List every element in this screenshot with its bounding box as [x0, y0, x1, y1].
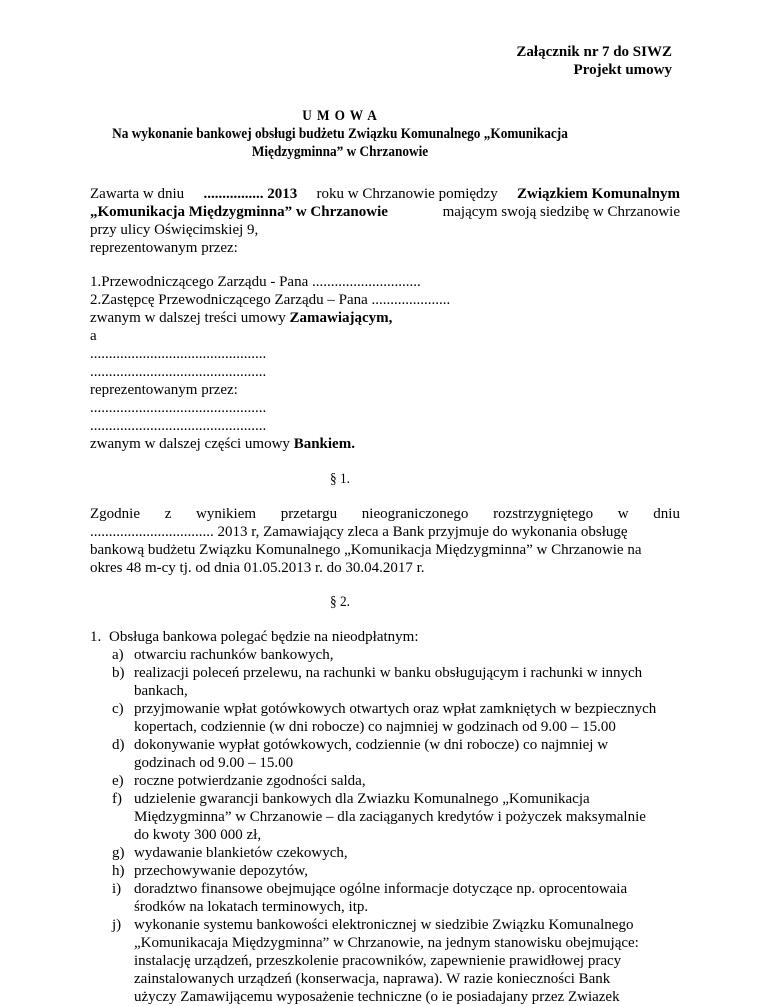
blank-line-3: ...............................................: [90, 400, 267, 416]
list-label: f): [112, 791, 122, 807]
list-item-g: wydawanie blankietów czekowych,: [134, 845, 348, 861]
representative-1: 1.Przewodniczącego Zarządu - Pana .............................: [90, 274, 421, 290]
list-item-i-line-2: środków na lokatach terminowych, itp.: [134, 899, 369, 915]
list-item-j-line-5: użyczy Zamawijącemu wyposażenie techniczne (o ie posiadajany przez Zwiazek: [134, 989, 620, 1005]
list-item-j-line-4: zainstalowanych urządzeń (konserwacja, naprawa). W razie konieczności Bank: [134, 971, 611, 987]
blank-line-4: ...............................................: [90, 418, 267, 434]
preamble-line-2: [90, 203, 680, 221]
bank-term: Bankiem.: [293, 436, 355, 452]
list-item-h: przechowywanie depozytów,: [134, 863, 308, 879]
section-2-intro-number: 1.: [90, 629, 102, 645]
client-definition: [90, 309, 392, 327]
list-item-e: roczne potwierdzanie zgodności salda,: [134, 773, 366, 789]
preamble-text: roku w Chrzanowie pomiędzy: [316, 186, 498, 202]
word: przetargu: [280, 506, 338, 522]
client-term: Zamawiającym,: [289, 310, 393, 326]
list-item-d-line-2: godzinach od 9.00 – 15.00: [134, 755, 294, 771]
section-2-heading: § 2.: [330, 594, 350, 610]
bank-definition: [90, 435, 355, 453]
word: rozstrzygniętego: [493, 506, 594, 522]
list-item-j-line-3: instalację urządzeń, przeszkolenie pracowników, zapewnienie prawidłowej pracy: [134, 953, 622, 969]
list-label: e): [112, 773, 124, 789]
list-label: a): [112, 647, 124, 663]
list-item-f-line-1: udzielenie gwarancji bankowych dla Zwiazku Komunalnego „Komunikacja: [134, 791, 590, 807]
list-item-j-line-2: „Komunikacaja Międzygminna” w Chrzanowie, na jednym stanowisku obejmujące:: [134, 935, 639, 951]
document-subtitle-line-1: Na wykonanie bankowej obsługi budżetu Związku Komunalnego „Komunikacja: [112, 126, 568, 142]
document-title: U M O W A: [302, 108, 378, 124]
list-item-d-line-1: dokonywanie wypłat gotówkowych, codziennie (w dni robocze) co najmniej w: [134, 737, 609, 753]
word: wynikiem: [196, 506, 257, 522]
bank-definition-text: zwanym w dalszej części umowy: [90, 436, 290, 452]
list-item-a: otwarciu rachunków bankowych,: [134, 647, 334, 663]
list-label: j): [112, 917, 122, 933]
section-1-line-1: [90, 505, 680, 523]
list-item-f-line-3: do kwoty 300 000 zł,: [134, 827, 262, 843]
preamble-party-name: „Komunikacja Międzygminna” w Chrzanowie: [90, 204, 388, 220]
draft-label: Projekt umowy: [573, 62, 672, 78]
section-2-intro: Obsługa bankowa polegać będzie na nieodpłatnym:: [109, 629, 419, 645]
word: nieograniczonego: [361, 506, 469, 522]
section-1-line-4: okres 48 m-cy tj. od dnia 01.05.2013 r. do 30.04.2017 r.: [90, 560, 425, 576]
word: Zgodnie: [90, 506, 140, 522]
preamble-text: mającym swoją siedzibę w Chrzanowie: [442, 204, 680, 220]
list-label: b): [112, 665, 125, 681]
list-label: g): [112, 845, 125, 861]
word: w: [617, 506, 629, 522]
list-item-i-line-1: doradztwo finansowe obejmujące ogólne informacje dotyczące np. oprocentowaia: [134, 881, 628, 897]
preamble-date: ................ 2013: [203, 186, 298, 202]
bank-represented: reprezentowanym przez:: [90, 382, 238, 398]
preamble-line-1: [90, 185, 680, 203]
conjunction: a: [90, 328, 97, 344]
list-item-b-line-1: realizacji poleceń przelewu, na rachunki w banku obsługującym i rachunki w innych: [134, 665, 643, 681]
preamble-represented: reprezentowanym przez:: [90, 240, 238, 256]
list-item-f-line-2: Międzygminna” w Chrzanowie – dla zaciąganych kredytów i pożyczek maksymalnie: [134, 809, 646, 825]
list-label: i): [112, 881, 122, 897]
preamble-party-name: Związkiem Komunalnym: [517, 186, 680, 202]
word: z: [164, 506, 172, 522]
list-label: d): [112, 737, 125, 753]
representative-2: 2.Zastępcę Przewodniczącego Zarządu – Pana .....................: [90, 292, 451, 308]
blank-line-2: ...............................................: [90, 364, 267, 380]
section-1-heading: § 1.: [330, 471, 350, 487]
document-subtitle-line-2: Międzygminna” w Chrzanowie: [251, 144, 429, 160]
list-item-c-line-1: przyjmowanie wpłat gotówkowych otwartych oraz wpłat zamkniętych w bezpiecznych: [134, 701, 657, 717]
list-label: h): [112, 863, 125, 879]
word: dniu: [653, 506, 680, 522]
list-label: c): [112, 701, 124, 717]
section-1-line-2: ................................. 2013 r, Zamawiający zleca a Bank przyjmuje do wykonania obsługę: [90, 524, 628, 540]
annex-label: Załącznik nr 7 do SIWZ: [516, 44, 672, 60]
preamble-address: przy ulicy Oświęcimskiej 9,: [90, 222, 259, 238]
blank-line-1: ...............................................: [90, 346, 267, 362]
list-item-j-line-1: wykonanie systemu bankowości elektronicznej w siedzibie Związku Komunalnego: [134, 917, 634, 933]
section-1-line-3: bankową budżetu Związku Komunalnego „Komunikacja Międzygminna” w Chrzanowie na: [90, 542, 642, 558]
preamble-text: Zawarta w dniu: [90, 186, 185, 202]
list-item-b-line-2: bankach,: [134, 683, 188, 699]
list-item-c-line-2: kopertach, codziennie (w dni robocze) co najmniej w godzinach od 9.00 – 15.00: [134, 719, 616, 735]
client-definition-text: zwanym w dalszej treści umowy: [90, 310, 286, 326]
